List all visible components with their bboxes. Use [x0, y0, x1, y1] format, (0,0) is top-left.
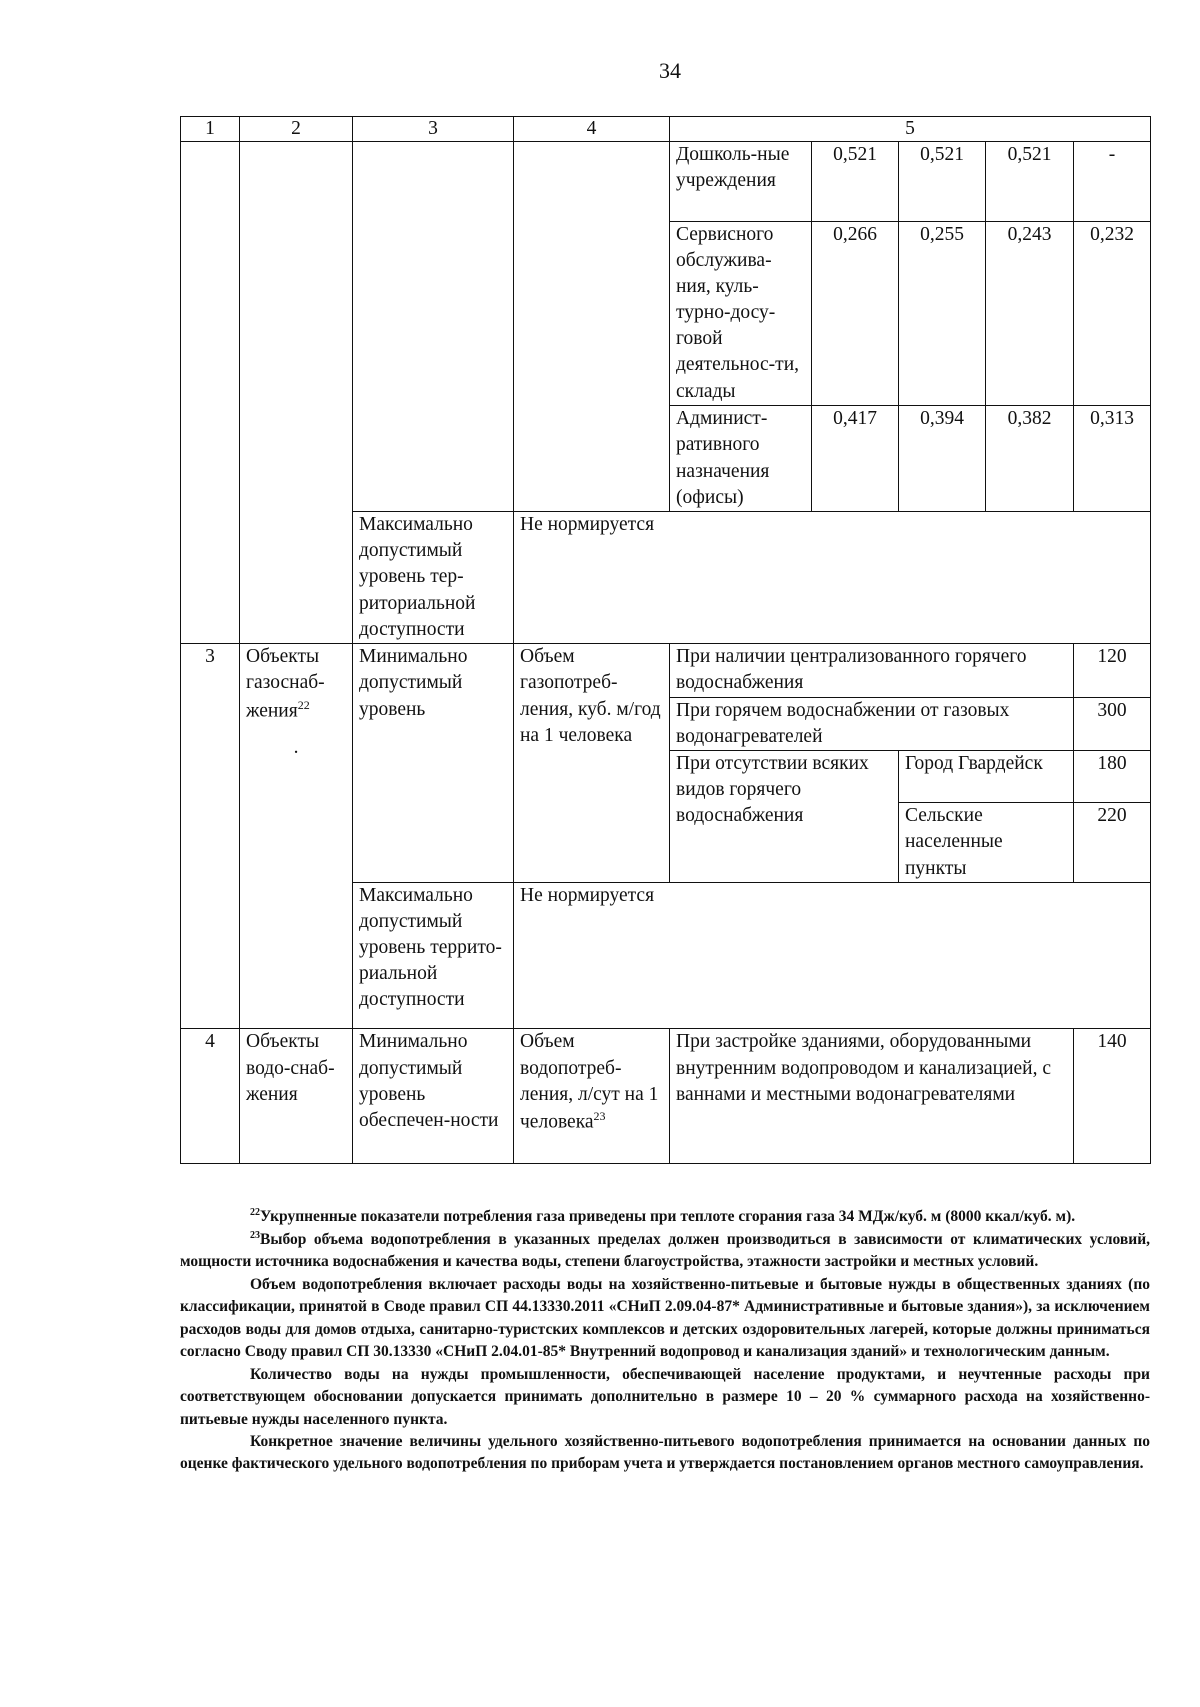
- row-number: 4: [181, 1029, 240, 1164]
- value-cell: 180: [1074, 751, 1151, 803]
- value-cell: 120: [1074, 644, 1151, 697]
- header-col-3: 3: [353, 117, 514, 142]
- value-cell: 0,382: [986, 406, 1074, 512]
- footnote-text: Выбор объема водопотребления в указанных пределах должен производиться в зависимости от климатических условий, мощности источника водоснабжения и качества воды, степени благоустройства, этажности застройки и местных условий.: [180, 1230, 1150, 1271]
- row-number: 3: [181, 644, 240, 1029]
- value-cell: 0,394: [899, 406, 986, 512]
- header-row: [181, 117, 1151, 142]
- value-cell: 0,266: [812, 221, 899, 406]
- value-cell: 0,255: [899, 221, 986, 406]
- value-cell: 0,232: [1074, 221, 1151, 406]
- condition-cell: При застройке зданиями, оборудованными внутренним водопроводом и канализацией, с ваннами и местными водонагревателями: [670, 1029, 1074, 1164]
- condition-cell: При отсутствии всяких видов горячего водоснабжения: [670, 751, 899, 883]
- cell-num-continued: [181, 141, 240, 644]
- value-cell: 220: [1074, 803, 1151, 883]
- footnote-ref: 23: [593, 1108, 606, 1123]
- value-cell: -: [1074, 141, 1151, 221]
- condition-cell: При наличии централизованного горячего водоснабжения: [670, 644, 1074, 697]
- row-label: Сервисного обслужива-ния, куль-турно-досу-говой деятельнос-ти, склады: [670, 221, 812, 406]
- value-cell: 0,521: [899, 141, 986, 221]
- value-cell: 300: [1074, 697, 1151, 750]
- paragraph: Количество воды на нужды промышленности, обеспечивающей население продуктами, и неучтенные расходы при соответствующем обосновании допускается принимать дополнительно в размере 10 – 20 % суммарного расхода на хозяйственно-питьевые нужды населенного пункта.: [180, 1365, 1150, 1428]
- header-col-5: 5: [670, 117, 1151, 142]
- object-cell: Объекты водо-снаб-жения: [240, 1029, 353, 1164]
- max-access-value: Не нормируется: [514, 512, 1151, 644]
- cell-indicator-continued: [514, 141, 670, 512]
- header-col-1: 1: [181, 117, 240, 142]
- indicator-cell: [514, 1029, 670, 1164]
- notes-section: [180, 1206, 1150, 1476]
- indicator-text: Объем водопотреб-ления, л/сут на 1 человека: [520, 1031, 659, 1133]
- object-cell: [240, 644, 353, 1029]
- indicator-cell: Объем газопотреб-ления, куб. м/год на 1 человека: [514, 644, 670, 883]
- max-access-label: Максимально допустимый уровень террито-риальной доступности: [353, 882, 514, 1029]
- level-cell: Минимально допустимый уровень обеспечен-ности: [353, 1029, 514, 1164]
- cell-level-continued: [353, 141, 514, 512]
- footnote-mark: 23: [250, 1229, 260, 1241]
- table-row: [181, 1029, 1151, 1164]
- value-cell: 0,521: [986, 141, 1074, 221]
- stray-dot: .: [293, 737, 299, 759]
- value-cell: 0,243: [986, 221, 1074, 406]
- sub-condition-cell: Город Гвардейск: [899, 751, 1074, 803]
- header-col-4: 4: [514, 117, 670, 142]
- footnote-text: Укрупненные показатели потребления газа приведены при теплоте сгорания газа 34 МДж/куб. м (8000 ккал/куб. м).: [260, 1208, 1076, 1226]
- level-cell: Минимально допустимый уровень: [353, 644, 514, 883]
- row-label: Дошколь-ные учреждения: [670, 141, 812, 221]
- condition-cell: При горячем водоснабжении от газовых водонагревателей: [670, 697, 1074, 750]
- value-cell: 0,313: [1074, 406, 1151, 512]
- object-name: Объекты газоснаб-жения: [246, 646, 325, 721]
- max-access-label: Максимально допустимый уровень тер-риториальной доступности: [353, 512, 514, 644]
- sub-condition-cell: Сельские населенные пункты: [899, 803, 1074, 883]
- cell-object-continued: [240, 141, 353, 644]
- table-row: [181, 644, 1151, 697]
- paragraph: Объем водопотребления включает расходы воды на хозяйственно-питьевые и бытовые нужды в общественных зданиях (по классификации, принятой в Своде правил СП 44.13330.2011 «СНиП 2.09.04-87* Административные и бытовые здания»), за исключением расходов воды для домов отдыха, санитарно-туристских комплексов и детских оздоровительных лагерей, которые должны приниматься согласно Своду правил СП 30.13330 «СНиП 2.04.01-85* Внутренний водопровод и канализация зданий» и технологическим данным.: [180, 1275, 1150, 1361]
- standards-table: [180, 116, 1151, 1164]
- paragraph: Конкретное значение величины удельного хозяйственно-питьевого водопотребления принимается на основании данных по оценке фактического удельного водопотребления по приборам учета и утверждается постановлением органов местного самоуправления.: [180, 1433, 1150, 1473]
- footnote: [180, 1206, 1150, 1229]
- footnote: [180, 1229, 1150, 1274]
- value-cell: 0,521: [812, 141, 899, 221]
- max-access-value: Не нормируется: [514, 882, 1151, 1029]
- header-col-2: 2: [240, 117, 353, 142]
- footnote-mark: 22: [250, 1207, 260, 1218]
- row-label: Админист-ративного назначения (офисы): [670, 406, 812, 512]
- footnote-ref: 22: [297, 697, 310, 712]
- value-cell: 0,417: [812, 406, 899, 512]
- table-row: [181, 141, 1151, 221]
- page-number: 34: [659, 58, 681, 83]
- value-cell: 140: [1074, 1029, 1151, 1164]
